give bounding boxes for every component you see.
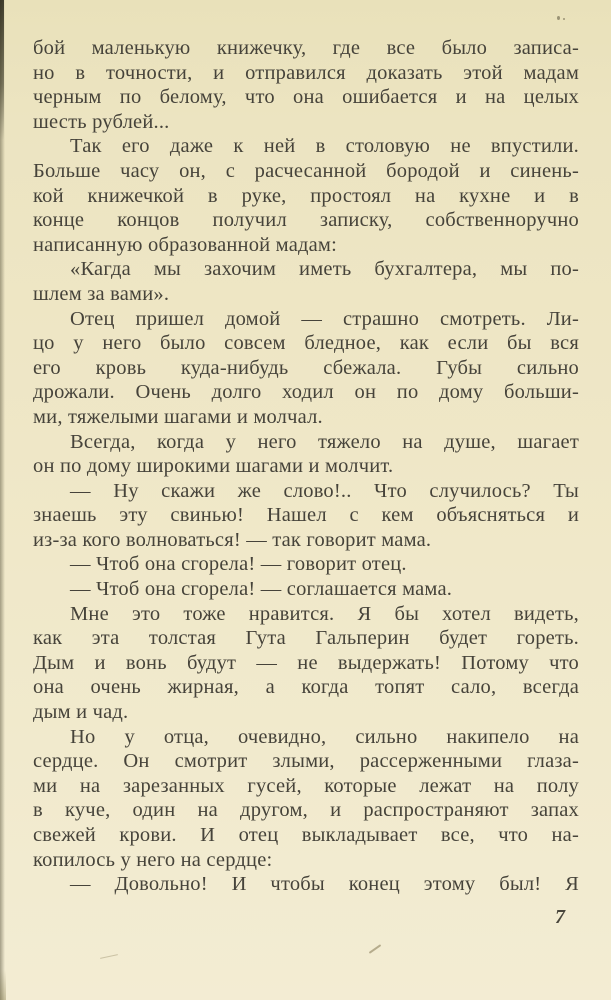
paragraph <box>33 479 579 553</box>
text-line: бой маленькую книжечку, где все было записа- <box>33 37 579 59</box>
text-line: — Ну скажи же слово!.. Что случилось? Ты <box>70 479 579 502</box>
page-number: 7 <box>555 906 565 928</box>
text-column <box>33 36 579 897</box>
text-line: шлем за вами». <box>33 282 170 305</box>
text-line: Дым и вонь будут — не выдержать! Потому что <box>33 651 579 674</box>
text-line: как эта толстая Гута Гальперин будет гореть. <box>33 627 579 650</box>
paper-scratch <box>369 944 382 954</box>
text-line: из-за кого волноваться! — так говорит мама. <box>33 528 432 551</box>
paragraph <box>33 257 579 306</box>
paragraph <box>33 430 579 479</box>
text-line: — Чтоб она сгорела! — говорит отец. <box>70 553 407 576</box>
paragraph <box>33 602 579 725</box>
text-line: черным по белому, что она ошибается и на целых <box>33 86 579 109</box>
text-line: конце концов получил записку, собственноручно <box>33 209 579 232</box>
paragraph <box>33 725 579 873</box>
text-line: шесть рублей... <box>33 110 170 133</box>
text-line: Больше часу он, с расчесанной бородой и синень- <box>33 159 579 182</box>
text-line: копилось у него на сердце: <box>33 848 273 871</box>
text-line: ми на зарезанных гусей, которые лежат на полу <box>33 774 579 797</box>
text-line: Но у отца, очевидно, сильно накипело на <box>70 725 579 748</box>
text-line: но в точности, и отправился доказать этой мадам <box>33 61 579 84</box>
text-line: «Кагда мы захочим иметь бухгалтера, мы по- <box>70 258 579 281</box>
paragraph <box>33 872 579 897</box>
text-line: цо у него было совсем бледное, как если бы вся <box>33 332 579 355</box>
text-line: Отец пришел домой — страшно смотреть. Ли- <box>70 307 579 330</box>
paragraph <box>33 552 579 577</box>
paper-speck <box>563 18 565 20</box>
text-line: свежей крови. И отец выкладывает все, что на- <box>33 824 579 846</box>
text-line: Мне это тоже нравится. Я бы хотел видеть, <box>70 602 579 625</box>
paper-scratch <box>100 954 118 959</box>
text-line: знаешь эту свинью! Нашел с кем объясняться и <box>33 504 579 527</box>
corner-shade <box>0 970 6 1000</box>
text-line: она очень жирная, а когда топят сало, всегда <box>33 676 579 699</box>
scan-edge-shadow-top <box>0 0 4 140</box>
text-line: Всегда, когда у него тяжело на душе, шагает <box>70 430 579 453</box>
text-line: в куче, один на другом, и распространяют запах <box>33 799 579 822</box>
text-line: кой книжечкой в руке, простоял на кухне и в <box>33 184 579 207</box>
text-line: написанную образованной мадам: <box>33 233 338 256</box>
text-line: его кровь куда-нибудь сбежала. Губы сильно <box>33 356 579 379</box>
text-line: — Довольно! И чтобы конец этому был! Я <box>70 873 579 896</box>
text-line: Так его даже к ней в столовую не впустили. <box>70 135 579 158</box>
paragraph <box>33 577 579 602</box>
paragraph <box>33 36 579 134</box>
text-line: он по дому широкими шагами и молчит. <box>33 455 394 478</box>
text-line: ми, тяжелыми шагами и молчал. <box>33 405 323 428</box>
text-line: сердце. Он смотрит злыми, рассерженными глаза- <box>33 750 579 773</box>
scan-edge-shadow <box>0 0 5 1000</box>
text-line: дрожали. Очень долго ходил он по дому больши- <box>33 381 579 404</box>
paragraph <box>33 307 579 430</box>
text-line: дым и чад. <box>33 701 129 724</box>
paragraph <box>33 134 579 257</box>
text-line: — Чтоб она сгорела! — соглашается мама. <box>70 578 453 601</box>
paper-speck <box>557 16 560 20</box>
